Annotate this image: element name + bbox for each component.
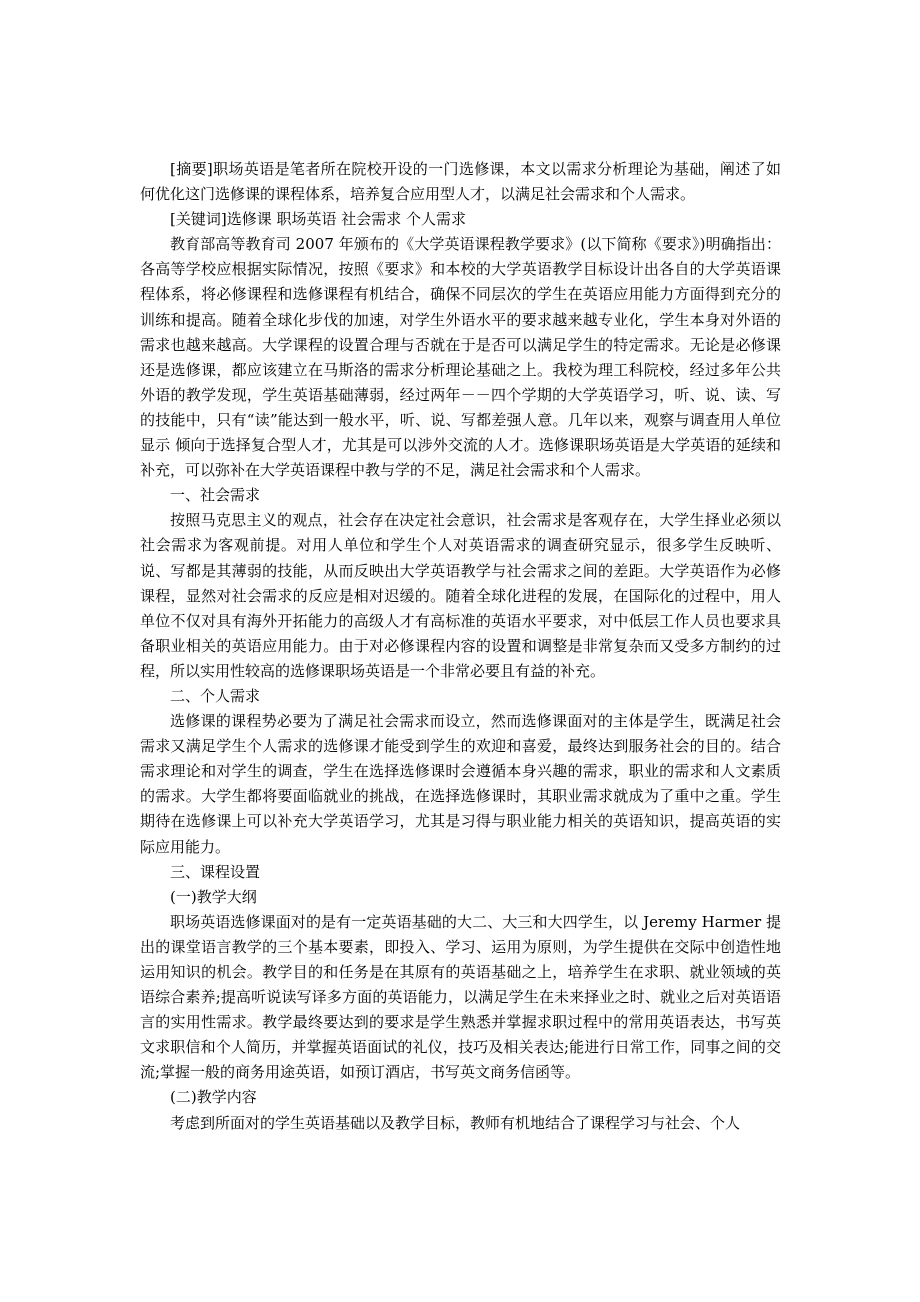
- intro-paragraph: 教育部高等教育司 2007 年颁布的《大学英语课程教学要求》(以下简称《要求》)明确指出：各高等学校应根据实际情况，按照《要求》和本校的大学英语教学目标设计出各自的大学英语课程体系，将必修课程和选修课程有机结合，确保不同层次的学生在英语应用能力方面得到充分的训练和提高。随着全球化步伐的加速，对学生外语水平的要求越来越专业化，学生本身对外语的需求也越来越高。大学课程的设置合理与否就在于是否可以满足学生的特定需求。无论是必修课还是选修课，都应该建立在马斯洛的需求分析理论基础之上。我校为理工科院校，经过多年公共外语的教学发现，学生英语基础薄弱，经过两年－－四个学期的大学英语学习，听、说、读、写的技能中，只有“读”能达到一般水平，听、说、写都差强人意。几年以来，观察与调查用人单位显示 倾向于选择复合型人才，尤其是可以涉外交流的人才。选修课职场英语是大学英语的延续和补充，可以弥补在大学英语课程中教与学的不足，满足社会需求和个人需求。: [140, 235, 781, 480]
- document-body: [140, 157, 781, 1136]
- social-needs-paragraph: 按照马克思主义的观点，社会存在决定社会意识，社会需求是客观存在，大学生择业必须以社会需求为客观前提。对用人单位和学生个人对英语需求的调查研究显示，很多学生反映听、说、写都是其薄弱的技能，从而反映出大学英语教学与社会需求之间的差距。大学英语作为必修课程，显然对社会需求的反应是相对迟缓的。随着全球化进程的发展，在国际化的过程中，用人单位不仅对具有海外开拓能力的高级人才有高标准的英语水平要求，对中低层工作人员也要求具备职业相关的英语应用能力。由于对必修课程内容的设置和调整是非常复杂而又受多方制约的过程，所以实用性较高的选修课职场英语是一个非常必要且有益的补充。: [140, 511, 781, 680]
- content-paragraph: 考虑到所面对的学生英语基础以及教学目标，教师有机地结合了课程学习与社会、个人: [170, 1113, 741, 1132]
- abstract-paragraph: [摘要]职场英语是笔者所在院校开设的一门选修课，本文以需求分析理论为基础，阐述了如何优化这门选修课的课程体系，培养复合应用型人才，以满足社会需求和个人需求。: [140, 160, 781, 204]
- personal-needs-paragraph: 选修课的课程势必要为了满足社会需求而设立，然而选修课面对的主体是学生，既满足社会需求又满足学生个人需求的选修课才能受到学生的欢迎和喜爱，最终达到服务社会的目的。结合需求理论和对学生的调查，学生在选择选修课时会遵循本身兴趣的需求，职业的需求和人文素质的需求。大学生都将要面临就业的挑战，在选择选修课时，其职业需求就成为了重中之重。学生期待在选修课上可以补充大学英语学习，尤其是习得与职业能力相关的英语知识，提高英语的实际应用能力。: [140, 712, 781, 856]
- section-heading-personal-needs: 二、个人需求: [170, 686, 261, 705]
- keywords-paragraph: [关键词]选修课 职场英语 社会需求 个人需求: [170, 210, 467, 229]
- section-heading-social-needs: 一、社会需求: [170, 486, 261, 505]
- syllabus-paragraph: 职场英语选修课面对的是有一定英语基础的大二、大三和大四学生，以 Jeremy Harmer 提出的课堂语言教学的三个基本要素，即投入、学习、运用为原则，为学生提供在交际中创造性地运用知识的机会。教学目的和任务是在其原有的英语基础之上，培养学生在求职、就业领域的英语综合素养;提高听说读写译多方面的英语能力，以满足学生在未来择业之时、就业之后对英语语言的实用性需求。教学最终要达到的要求是学生熟悉并掌握求职过程中的常用英语表达，书写英文求职信和个人简历，并掌握英语面试的礼仪，技巧及相关表达;能进行日常工作，同事之间的交流;掌握一般的商务用途英语，如预订酒店，书写英文商务信函等。: [140, 912, 781, 1082]
- subsection-heading-content: (二)教学内容: [170, 1088, 257, 1107]
- section-heading-course-setup: 三、课程设置: [170, 862, 261, 881]
- subsection-heading-syllabus: (一)教学大纲: [170, 887, 257, 906]
